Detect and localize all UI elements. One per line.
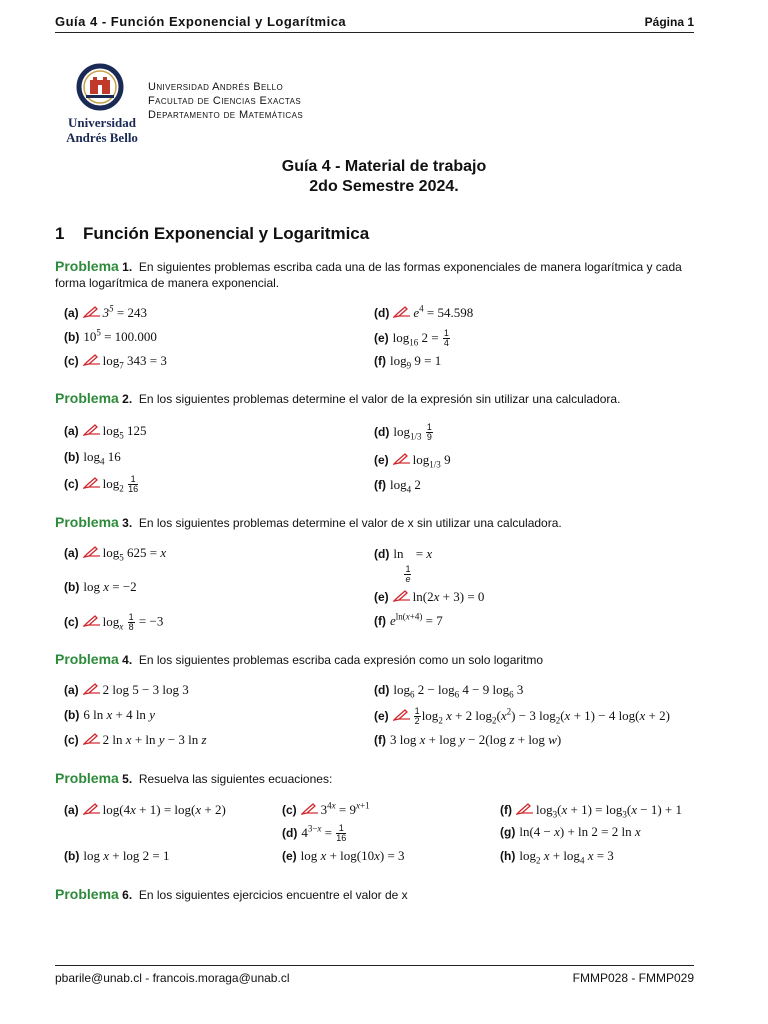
pencil-icon xyxy=(83,354,101,366)
p4-item-c: (c) 2 ln x + ln y − 3 ln z xyxy=(64,732,207,747)
pencil-icon xyxy=(393,709,411,721)
pencil-icon xyxy=(83,803,101,815)
p5-item-f: (f) $\log_3(x + 1) = \log_3(x - 1) + 1$ xyxy=(500,802,682,820)
p3-item-e: (e) ln(2x + 3) = 0 xyxy=(374,589,485,604)
problem-3-statement: Problema 3. En los siguientes problemas determine el valor de x sin utilizar una calculadora. xyxy=(55,514,562,530)
problem-2-statement: Problema 2. En los siguientes problemas determine el valor de la expresión sin utilizar una calculadora. xyxy=(55,390,621,406)
p5-item-d: (d) $4^{3-x}$ = $\frac{1}{16}$ xyxy=(282,823,347,843)
pencil-icon xyxy=(393,306,411,318)
running-header xyxy=(55,14,694,33)
p3-item-f: (f) $e^{ln(x+4)} = 7$ xyxy=(374,611,443,628)
p5-item-h: (h) $\log_2 x + \log_4 x = 3$ xyxy=(500,848,614,866)
p4-item-e: (e) $\frac{1}{2}$ $\log_2 x + 2$ $\log_2(x^2) - 3$ $\log_2(x + 1) - 4$ log(x + 2) xyxy=(374,706,670,726)
p1-item-f: (f) $\log_9 9 = 1$ xyxy=(374,353,442,371)
p1-item-a: (a) $3^5 = 243$ xyxy=(64,303,148,320)
p5-item-b: (b) log x + log 2 = 1 xyxy=(64,848,170,863)
pencil-icon xyxy=(83,477,101,489)
p3-item-c: (c) $\log_x$ $\frac{1}{8}$ = −3 xyxy=(64,612,164,632)
problem-1-statement: Problema 1. En siguientes problemas escriba cada una de las formas exponenciales de manera logarítmica y cada forma logarítmica de manera exponencial. xyxy=(55,258,682,290)
p2-item-c: (c) $\log_2$ $\frac{1}{16}$ xyxy=(64,474,139,494)
problem-4-statement: Problema 4. En los siguientes problemas escriba cada expresión como un solo logaritmo xyxy=(55,651,544,667)
p1-item-c: (c) $\log_7 343 = 3$ xyxy=(64,353,167,371)
p2-item-e: (e) $\log_{1/3} 9$ xyxy=(374,452,451,470)
p4-item-b: (b) 6 ln x + 4 ln y xyxy=(64,707,155,722)
pencil-icon xyxy=(301,803,319,815)
pencil-icon xyxy=(83,615,101,627)
footer-emails: pbarile@unab.cl - francois.moraga@unab.cl xyxy=(55,971,290,985)
section-number: 1 xyxy=(55,224,65,243)
pencil-icon xyxy=(393,453,411,465)
footer-course-codes: FMMP028 - FMMP029 xyxy=(572,971,694,985)
p4-item-d: (d) $\log_6 2 - \log_6 4 - 9$ $\log_6 3$ xyxy=(374,682,524,700)
p2-item-f: (f) $\log_4 2$ xyxy=(374,477,421,495)
header-page-number: Página 1 xyxy=(644,15,694,29)
problem-5-statement: Problema 5. Resuelva las siguientes ecuaciones: xyxy=(55,770,333,786)
p5-item-e: (e) log x + log(10x) = 3 xyxy=(282,848,405,863)
p2-item-d: (d) $\log_{1/3}$ $\frac{1}{9}$ xyxy=(374,422,432,442)
p2-item-b: (b) $\log_4 16$ xyxy=(64,449,121,467)
section-heading xyxy=(55,224,369,244)
pencil-icon xyxy=(516,803,534,815)
p3-item-d: (d) ln $\frac{1}{e}$ = x xyxy=(374,546,433,584)
p5-item-c: (c) $3^{4x} = 9^{x+1}$ xyxy=(282,800,370,817)
header-title: Guía 4 - Función Exponencial y Logarítmica xyxy=(55,14,347,29)
institution-department: Departamento de Matemáticas xyxy=(148,109,304,121)
logo-wordmark: Universidad Andrés Bello xyxy=(66,115,138,145)
p4-item-a: (a) 2 log 5 − 3 log 3 xyxy=(64,682,189,697)
university-logo xyxy=(58,63,142,151)
pencil-icon xyxy=(83,733,101,745)
section-title: Función Exponencial y Logaritmica xyxy=(83,224,370,243)
pencil-icon xyxy=(83,683,101,695)
pencil-icon xyxy=(83,424,101,436)
institution-university: Universidad Andrés Bello xyxy=(148,81,284,93)
p4-item-f: (f) 3 log x + log y − 2(log z + log w) xyxy=(374,732,562,747)
p3-item-b: (b) log x = −2 xyxy=(64,579,137,594)
p1-item-d: (d) $e^4 = 54.598$ xyxy=(374,303,474,320)
p5-item-g: (g) ln(4 − x) + ln 2 = 2 ln x xyxy=(500,824,641,839)
p1-item-e: (e) $\log_{16} 2$ = $\frac{1}{4}$ xyxy=(374,328,449,348)
institution-faculty: Facultad de Ciencias Exactas xyxy=(148,95,302,107)
p1-item-b: (b) $10^5 = 100.000$ xyxy=(64,327,157,344)
p2-item-a: (a) $\log_5 125$ xyxy=(64,423,147,441)
document-title: Guía 4 - Material de trabajo 2do Semestre 2024. xyxy=(281,158,487,195)
pencil-icon xyxy=(393,590,411,602)
university-crest-icon xyxy=(58,63,142,115)
running-footer xyxy=(55,965,694,985)
pencil-icon xyxy=(83,546,101,558)
p3-item-a: (a) $\log_5 625 = x$ xyxy=(64,545,167,563)
p5-item-a: (a) log(4x + 1) = log(x + 2) xyxy=(64,802,226,817)
institution-block xyxy=(148,80,303,122)
pencil-icon xyxy=(83,306,101,318)
problem-6-statement: Problema 6. En los siguientes ejercicios encuentre el valor de x xyxy=(55,886,408,902)
